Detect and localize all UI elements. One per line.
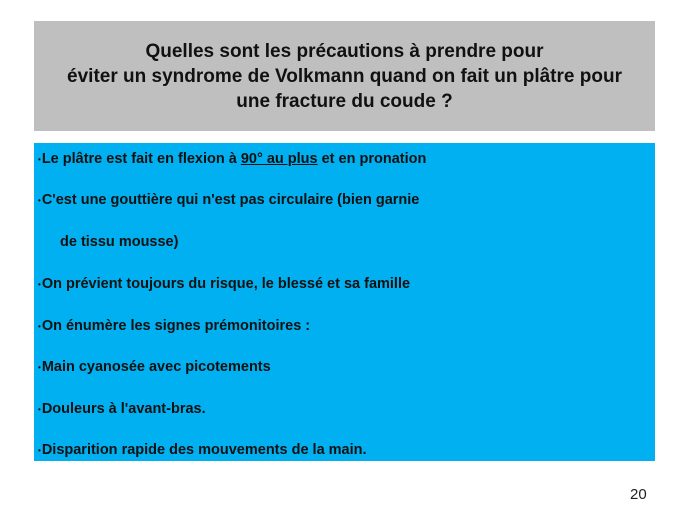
bullet-item-gouttiere bbox=[38, 192, 419, 208]
bullet-dot: • bbox=[38, 154, 41, 164]
bullet-item-main-cyanosee bbox=[38, 359, 271, 375]
bullet-item-signes bbox=[38, 318, 310, 334]
bullet-item-douleurs bbox=[38, 401, 206, 417]
title-line-3: une fracture du coude ? bbox=[236, 90, 453, 112]
text-douleurs: Douleurs à l'avant-bras. bbox=[41, 401, 206, 417]
text-flexion-end: et en pronation bbox=[317, 151, 427, 167]
bullet-dot: • bbox=[38, 195, 41, 205]
title-line-1: Quelles sont les précautions à prendre pour bbox=[145, 40, 544, 62]
continuation-tissu-mousse bbox=[60, 234, 178, 250]
text-flexion-start: Le plâtre est fait en flexion à bbox=[41, 151, 241, 167]
page-number: 20 bbox=[630, 486, 647, 503]
text-tissu-mousse: de tissu mousse) bbox=[60, 234, 179, 250]
bullet-dot: • bbox=[38, 362, 41, 372]
slide-title bbox=[67, 39, 622, 114]
text-main-cyanosee: Main cyanosée avec picotements bbox=[41, 359, 271, 375]
title-line-2: éviter un syndrome de Volkmann quand on fait un plâtre pour bbox=[67, 65, 622, 87]
text-disparition: Disparition rapide des mouvements de la main. bbox=[41, 442, 367, 458]
text-90-degrees: 90° bbox=[240, 151, 263, 167]
text-risque: On prévient toujours du risque, le blessé et sa famille bbox=[41, 276, 411, 292]
text-gouttiere: C'est une gouttière qui n'est pas circulaire (bien garnie bbox=[41, 192, 420, 208]
bullet-item-disparition bbox=[38, 442, 367, 458]
text-au-plus: au plus bbox=[266, 151, 318, 167]
bullet-dot: • bbox=[38, 445, 41, 455]
slide-title-box bbox=[34, 21, 655, 131]
bullet-dot: • bbox=[38, 404, 41, 414]
content-box bbox=[34, 143, 655, 461]
bullet-item-flexion bbox=[38, 151, 426, 167]
bullet-dot: • bbox=[38, 279, 41, 289]
bullet-dot: • bbox=[38, 321, 41, 331]
bullet-item-risque bbox=[38, 276, 410, 292]
text-signes: On énumère les signes prémonitoires : bbox=[41, 318, 311, 334]
